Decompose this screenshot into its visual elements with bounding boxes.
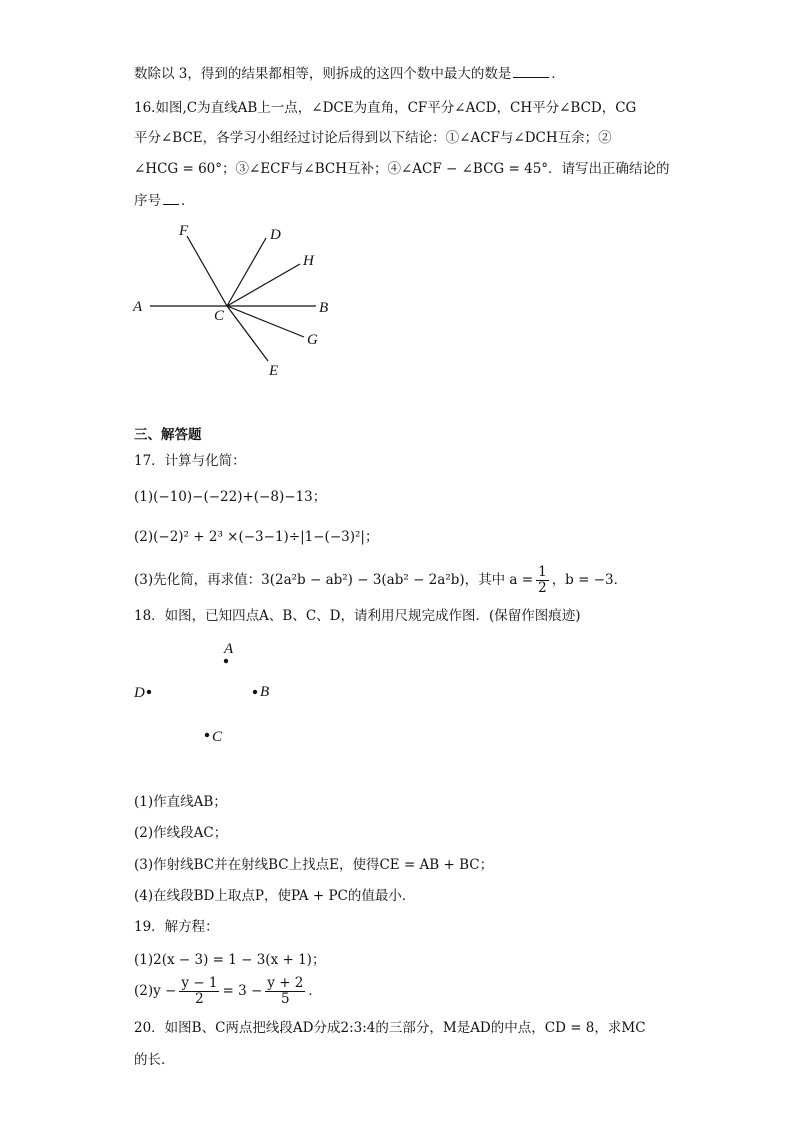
label-d: D — [270, 227, 281, 243]
q18-part4: (4)在线段BD上取点P，使PA + PC的值最小． — [134, 888, 416, 904]
label-h: H — [303, 253, 314, 269]
q18-label-a: A — [224, 641, 234, 657]
point-d — [147, 690, 151, 694]
ray-cf — [187, 236, 227, 306]
q19-frac2-num: y + 2 — [267, 975, 304, 991]
q19-frac2-den: 5 — [281, 991, 290, 1007]
point-a — [224, 659, 228, 663]
q18-title: 18．如图，已知四点A、B、C、D，请利用尺规完成作图．(保留作图痕迹) — [134, 608, 581, 624]
q17-part2: (2)(−2)² + 2³ ×(−3−1)÷|1−(−3)²|； — [134, 529, 379, 545]
ray-ch — [227, 264, 300, 306]
q19-title: 19．解方程： — [134, 919, 219, 935]
label-g: G — [307, 332, 318, 348]
q17-fraction — [536, 565, 549, 596]
q16-line4-end: ． — [181, 193, 195, 209]
q16-line3: ∠HCG = 60°；③∠ECF与∠BCH互补；④∠ACF − ∠BCG = 45°．请写出正确结论的 — [134, 161, 670, 177]
q18-part2: (2)作线段AC； — [134, 825, 228, 841]
point-c — [205, 733, 209, 737]
q19-part2-mid: = 3 − — [222, 983, 263, 999]
q17-part1: (1)(−10)−(−22)+(−8)−13； — [134, 489, 327, 505]
q16-line1: 16.如图,C为直线AB上一点，∠DCE为直角，CF平分∠ACD，CH平分∠BCD，CG — [134, 100, 637, 116]
label-e: E — [269, 363, 279, 379]
label-b: B — [319, 300, 329, 316]
q20-line2: 的长． — [134, 1052, 175, 1068]
q18-label-b: B — [260, 684, 270, 700]
q17-part3-suffix: ，b = −3． — [551, 572, 628, 588]
q19-part2-end: ． — [308, 983, 322, 999]
ray-cd — [227, 238, 266, 306]
label-a: A — [133, 299, 143, 315]
section-title: 三、解答题 — [134, 427, 202, 443]
q18-part1: (1)作直线AB； — [134, 794, 227, 810]
q17-part3 — [134, 565, 627, 596]
label-f: F — [179, 223, 189, 239]
q19-frac1-den: 2 — [195, 991, 204, 1007]
q19-fraction1 — [179, 976, 219, 1007]
point-b — [253, 690, 257, 694]
q17-frac-den: 2 — [538, 580, 547, 596]
q18-label-c: C — [212, 729, 223, 745]
q19-fraction2 — [265, 976, 305, 1007]
q19-part1: (1)2(x − 3) = 1 − 3(x + 1)； — [134, 952, 326, 968]
label-c: C — [214, 308, 225, 324]
q17-part3-prefix: (3)先化简，再求值：3(2a²b − ab²) − 3(ab² − 2a²b)，其中 a = — [134, 572, 534, 588]
q19-part2 — [134, 974, 322, 1008]
q16-line2: 平分∠BCE，各学习小组经过讨论后得到以下结论：①∠ACF与∠DCH互余；② — [134, 130, 612, 146]
q20-line1: 20．如图B、C两点把线段AD分成2:3:4的三部分，M是AD的中点，CD = 8，求MC — [134, 1020, 646, 1036]
q15-tail-end: ． — [551, 66, 565, 82]
q16-line4-text: 序号 — [134, 193, 161, 209]
q19-frac1-num: y − 1 — [181, 975, 218, 991]
q15-tail-text: 数除以 3，得到的结果都相等，则拆成的这四个数中最大的数是 — [134, 66, 512, 82]
q17-frac-num: 1 — [538, 564, 547, 580]
q19-part2-prefix: (2)y − — [134, 983, 177, 999]
q17-title: 17．计算与化简： — [134, 453, 246, 469]
q18-part3: (3)作射线BC并在射线BC上找点E，使得CE = AB + BC； — [134, 857, 494, 873]
q18-label-d: D — [134, 685, 145, 701]
